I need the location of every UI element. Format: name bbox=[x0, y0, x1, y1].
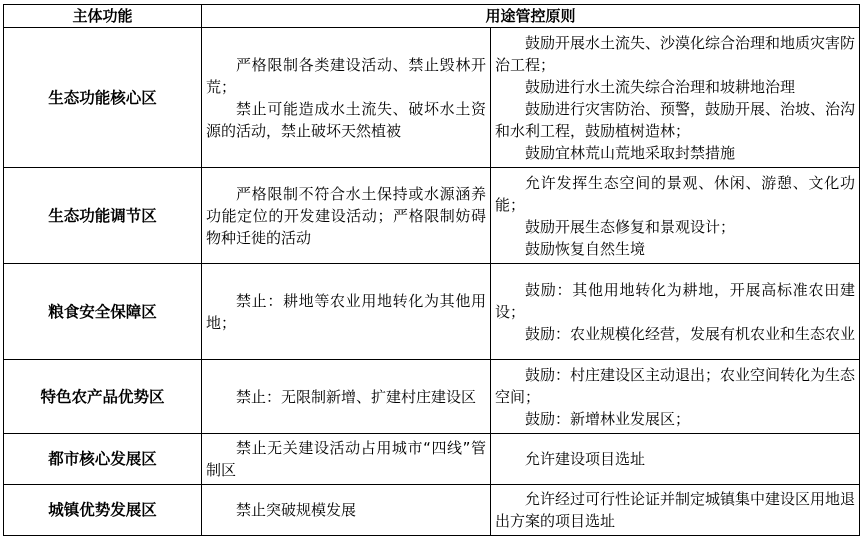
encouragement-text: 鼓励开展水土流失、沙漠化综合治理和地质灾害防治工程； bbox=[495, 33, 856, 74]
header-main-function: 主体功能 bbox=[4, 5, 202, 28]
zone-name: 特色农产品优势区 bbox=[4, 360, 202, 434]
encouragements-cell bbox=[491, 434, 860, 485]
restrictions-cell bbox=[202, 360, 491, 434]
restriction-text: 禁止：耕地等农业用地转化为其他用地； bbox=[206, 291, 486, 332]
table-row bbox=[4, 28, 860, 168]
encouragement-text: 鼓励恢复自然生境 bbox=[525, 239, 646, 258]
zone-name: 生态功能核心区 bbox=[4, 28, 202, 168]
table-header-row bbox=[4, 5, 860, 28]
encouragements-cell bbox=[491, 264, 860, 360]
restrictions-cell bbox=[202, 485, 491, 536]
zone-name: 粮食安全保障区 bbox=[4, 264, 202, 360]
zone-name: 城镇优势发展区 bbox=[4, 485, 202, 536]
restrictions-cell bbox=[202, 434, 491, 485]
encouragement-text: 鼓励宜林荒山荒地采取封禁措施 bbox=[525, 143, 736, 162]
encouragement-text: 鼓励：村庄建设区主动退出；农业空间转化为生态空间； bbox=[495, 365, 856, 406]
zone-name: 生态功能调节区 bbox=[4, 168, 202, 264]
encouragement-text: 鼓励进行灾害防治、预警，鼓励开展、治坡、治沟和水利工程，鼓励植树造林； bbox=[495, 99, 856, 140]
encouragement-text: 允许经过可行性论证并制定城镇集中建设区用地退出方案的项目选址 bbox=[495, 490, 856, 530]
encouragement-text: 允许建设项目选址 bbox=[525, 450, 646, 468]
restriction-text: 严格限制各类建设活动、禁止毁林开荒； bbox=[206, 55, 486, 96]
restriction-text: 禁止突破规模发展 bbox=[236, 501, 357, 519]
encouragement-text: 鼓励开展生态修复和景观设计； bbox=[525, 217, 736, 236]
encouragement-text: 鼓励：农业规模化经营，发展有机农业和生态农业 bbox=[525, 324, 856, 343]
zone-name: 都市核心发展区 bbox=[4, 434, 202, 485]
table-row bbox=[4, 360, 860, 434]
restrictions-cell bbox=[202, 28, 491, 168]
restrictions-cell bbox=[202, 264, 491, 360]
table-row bbox=[4, 264, 860, 360]
encouragement-text: 鼓励：新增林业发展区； bbox=[525, 409, 691, 428]
encouragement-text: 鼓励进行水土流失综合治理和坡耕地治理 bbox=[525, 77, 796, 96]
encouragement-text: 鼓励：其他用地转化为耕地，开展高标准农田建设； bbox=[495, 280, 856, 321]
restriction-text: 禁止无关建设活动占用城市“四线”管制区 bbox=[206, 439, 486, 479]
restriction-text: 禁止：无限制新增、扩建村庄建设区 bbox=[236, 387, 477, 406]
encouragements-cell bbox=[491, 28, 860, 168]
restrictions-cell bbox=[202, 168, 491, 264]
restriction-text: 禁止可能造成水土流失、破坏水土资源的活动，禁止破坏天然植被 bbox=[206, 99, 486, 140]
encouragements-cell bbox=[491, 485, 860, 536]
table-row bbox=[4, 168, 860, 264]
restriction-text: 严格限制不符合水土保持或水源涵养功能定位的开发建设活动；严格限制妨碍物种迁徙的活动 bbox=[206, 184, 486, 247]
header-control-principles: 用途管控原则 bbox=[202, 5, 860, 28]
table-row bbox=[4, 434, 860, 485]
encouragements-cell bbox=[491, 168, 860, 264]
encouragements-cell bbox=[491, 360, 860, 434]
encouragement-text: 允许发挥生态空间的景观、休闲、游憩、文化功能； bbox=[495, 173, 856, 214]
table-row bbox=[4, 485, 860, 536]
zoning-control-table bbox=[3, 4, 860, 536]
